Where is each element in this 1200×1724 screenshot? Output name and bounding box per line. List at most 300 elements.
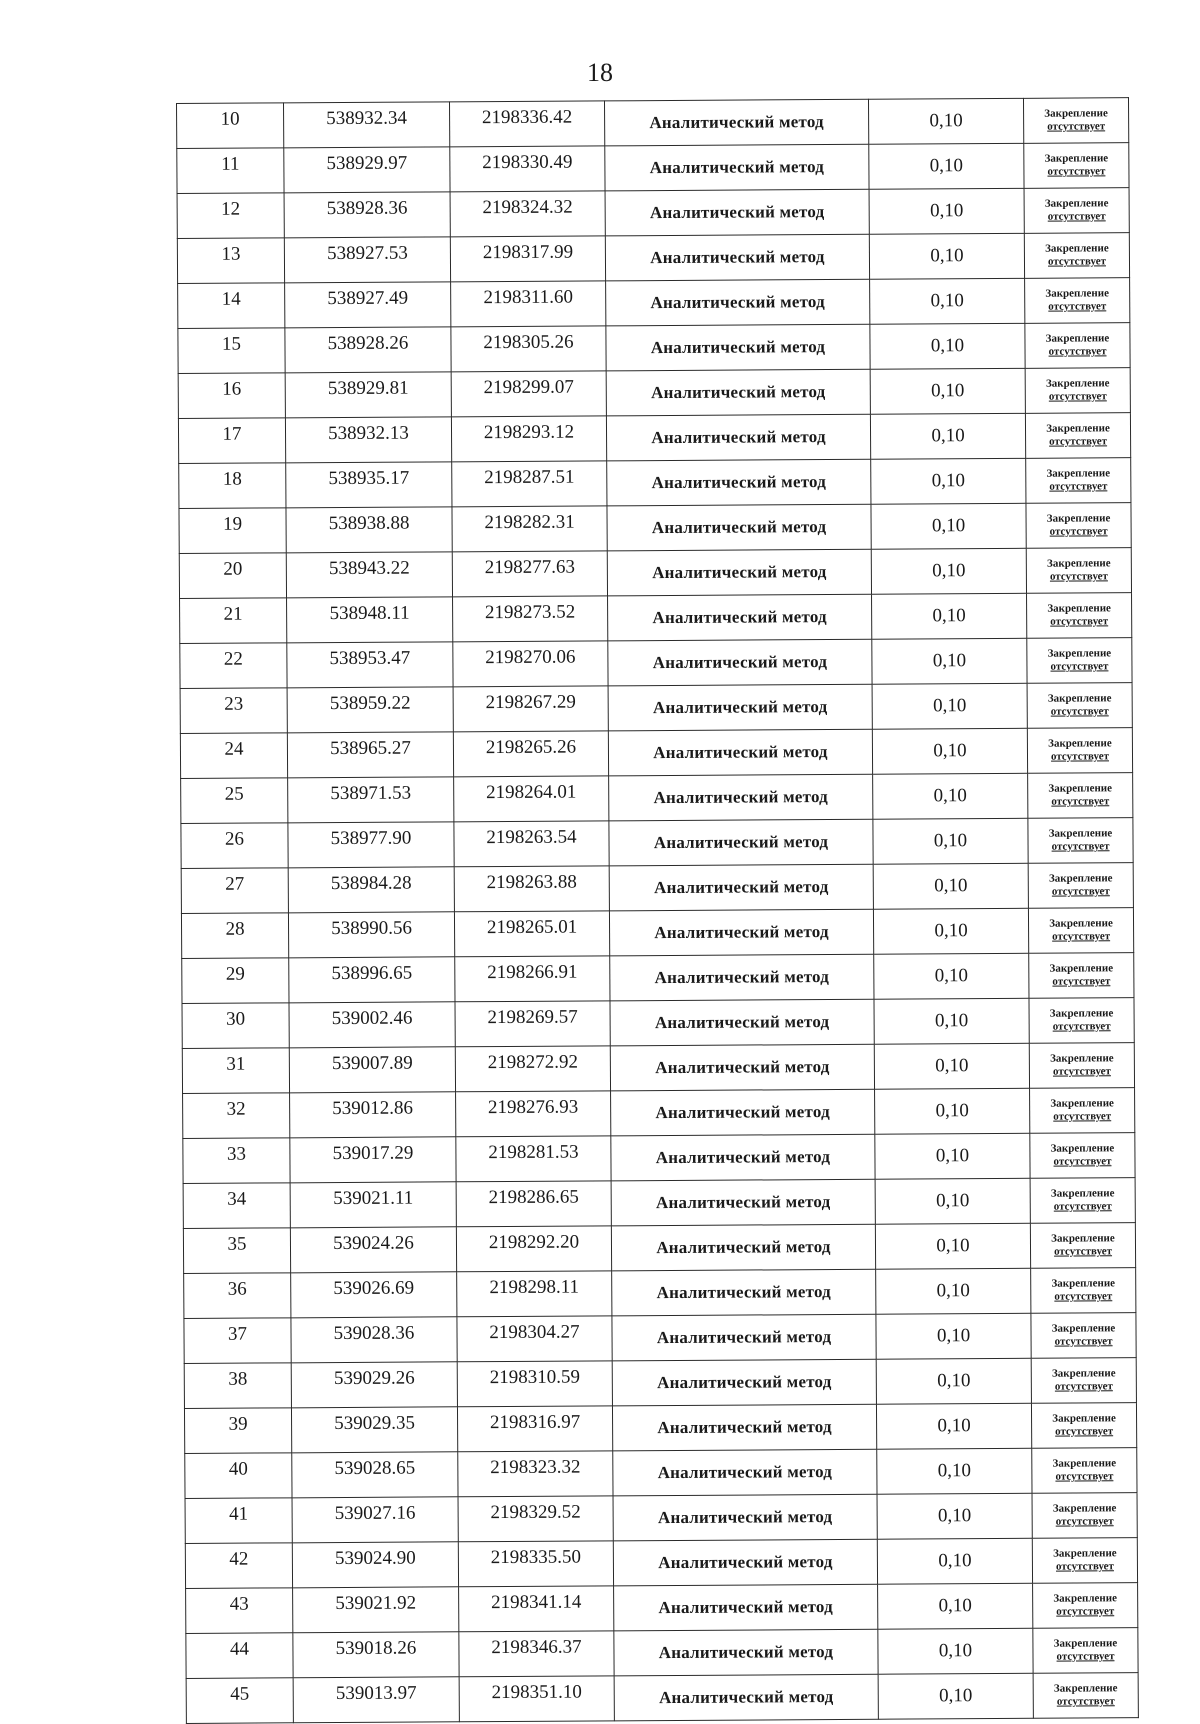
table-row: [186, 1628, 1138, 1679]
method-cell: Аналитический метод: [605, 189, 869, 236]
method-cell: Аналитический метод: [605, 144, 869, 191]
accuracy-cell: 0,10: [874, 998, 1029, 1044]
method-cell: Аналитический метод: [609, 909, 873, 956]
x-coordinate-cell: 538965.27: [287, 732, 453, 778]
fixing-description-line-2: отсутствует: [1052, 1065, 1111, 1078]
fixing-description-line-2: отсутствует: [1049, 570, 1108, 583]
x-coordinate-cell: 538927.49: [285, 282, 451, 328]
method-cell: Аналитический метод: [609, 774, 873, 821]
x-coordinate-cell: 538977.90: [288, 822, 454, 868]
fixing-description-cell: [1029, 1043, 1134, 1089]
fixing-description-line-2: отсутствует: [1050, 660, 1109, 673]
table-row: [183, 1088, 1135, 1139]
fixing-description-line-1: Закрепление: [1048, 737, 1112, 750]
fixing-description-line-2: отсутствует: [1049, 480, 1108, 493]
fixing-description-cell: [1029, 998, 1134, 1044]
x-coordinate-cell: 539026.69: [291, 1272, 457, 1318]
point-number-cell: 18: [179, 463, 286, 509]
method-cell: Аналитический метод: [609, 864, 873, 911]
fixing-description-cell: [1031, 1403, 1136, 1449]
x-coordinate-cell: 539024.26: [290, 1227, 456, 1273]
accuracy-cell: 0,10: [876, 1268, 1031, 1314]
fixing-description-line-2: отсутствует: [1056, 1605, 1115, 1618]
point-number-cell: 39: [184, 1408, 291, 1454]
method-cell: Аналитический метод: [610, 1044, 874, 1091]
table-row: [184, 1268, 1136, 1319]
method-cell: Аналитический метод: [612, 1404, 876, 1451]
y-coordinate-cell: 2198305.26: [451, 326, 606, 372]
fixing-description-line-1: Закрепление: [1051, 1277, 1116, 1290]
fixing-description-line-2: отсутствует: [1055, 1560, 1114, 1573]
y-coordinate-cell: 2198310.59: [457, 1361, 612, 1407]
fixing-description-line-1: Закрепление: [1051, 1367, 1116, 1380]
y-coordinate-cell: 2198281.53: [456, 1136, 611, 1182]
fixing-description-line-1: Закрепление: [1053, 1547, 1117, 1560]
fixing-description-cell: [1024, 188, 1129, 234]
x-coordinate-cell: 538948.11: [287, 597, 453, 643]
point-number-cell: 16: [178, 373, 285, 419]
fixing-description-line-2: отсутствует: [1056, 1650, 1115, 1663]
fixing-description-line-2: отсутствует: [1053, 1200, 1112, 1213]
fixing-description-line-2: отсутствует: [1047, 165, 1106, 178]
fixing-description-cell: [1031, 1268, 1136, 1314]
accuracy-cell: 0,10: [868, 98, 1023, 144]
fixing-description-cell: [1026, 503, 1131, 549]
accuracy-cell: 0,10: [875, 1133, 1030, 1179]
table-row: [181, 773, 1133, 824]
table-row: [177, 233, 1129, 284]
y-coordinate-cell: 2198272.92: [455, 1046, 610, 1092]
point-number-cell: 42: [185, 1543, 292, 1589]
x-coordinate-cell: 539029.26: [291, 1362, 457, 1408]
point-number-cell: 11: [177, 148, 284, 194]
x-coordinate-cell: 538928.26: [285, 327, 451, 373]
fixing-description-line-1: Закрепление: [1049, 917, 1113, 930]
y-coordinate-cell: 2198286.65: [456, 1181, 611, 1227]
x-coordinate-cell: 539013.97: [293, 1677, 459, 1723]
fixing-description-line-1: Закрепление: [1051, 1232, 1115, 1245]
point-number-cell: 36: [184, 1273, 291, 1319]
fixing-description-cell: [1030, 1178, 1135, 1224]
accuracy-cell: 0,10: [872, 593, 1027, 639]
table-row: [184, 1358, 1136, 1409]
table-row: [177, 188, 1129, 239]
fixing-description-line-1: Закрепление: [1052, 1502, 1117, 1515]
point-number-cell: 30: [182, 1003, 289, 1049]
method-cell: Аналитический метод: [606, 324, 870, 371]
point-number-cell: 34: [183, 1183, 290, 1229]
fixing-description-line-1: Закрепление: [1045, 242, 1109, 255]
y-coordinate-cell: 2198267.29: [453, 686, 608, 732]
y-coordinate-cell: 2198282.31: [452, 506, 607, 552]
method-cell: Аналитический метод: [604, 99, 868, 146]
point-number-cell: 27: [181, 868, 288, 914]
fixing-description-line-2: отсутствует: [1054, 1290, 1113, 1303]
fixing-description-line-2: отсутствует: [1047, 255, 1107, 268]
table-row: [186, 1583, 1138, 1634]
fixing-description-cell: [1028, 773, 1133, 819]
fixing-description-line-2: отсутствует: [1049, 435, 1108, 448]
fixing-description-line-1: Закрепление: [1049, 1007, 1114, 1020]
x-coordinate-cell: 538990.56: [288, 912, 454, 958]
method-cell: Аналитический метод: [611, 1134, 875, 1181]
point-number-cell: 28: [181, 913, 288, 959]
accuracy-cell: 0,10: [871, 458, 1026, 504]
point-number-cell: 17: [178, 418, 285, 464]
method-cell: Аналитический метод: [606, 369, 870, 416]
y-coordinate-cell: 2198269.57: [455, 1001, 610, 1047]
x-coordinate-cell: 538929.97: [284, 147, 450, 193]
fixing-description-line-1: Закрепление: [1047, 647, 1112, 660]
method-cell: Аналитический метод: [608, 729, 872, 776]
fixing-description-cell: [1025, 278, 1130, 324]
y-coordinate-cell: 2198351.10: [459, 1676, 614, 1722]
table-row: [180, 593, 1132, 644]
table-row: [179, 548, 1131, 599]
accuracy-cell: 0,10: [869, 188, 1024, 234]
fixing-description-cell: [1028, 818, 1133, 864]
fixing-description-line-1: Закрепление: [1052, 1457, 1117, 1470]
accuracy-cell: 0,10: [870, 368, 1025, 414]
method-cell: Аналитический метод: [612, 1359, 876, 1406]
fixing-description-line-2: отсутствует: [1055, 1425, 1114, 1438]
fixing-description-line-2: отсутствует: [1054, 1380, 1113, 1393]
fixing-description-cell: [1026, 458, 1131, 504]
point-number-cell: 31: [182, 1048, 289, 1094]
x-coordinate-cell: 538943.22: [286, 552, 452, 598]
fixing-description-line-2: отсутствует: [1048, 345, 1107, 358]
method-cell: Аналитический метод: [607, 504, 871, 551]
table-row: [180, 638, 1132, 689]
point-number-cell: 40: [185, 1453, 292, 1499]
y-coordinate-cell: 2198299.07: [451, 371, 606, 417]
fixing-description-line-1: Закрепление: [1046, 512, 1111, 525]
x-coordinate-cell: 539029.35: [291, 1407, 457, 1453]
y-coordinate-cell: 2198263.54: [454, 821, 609, 867]
y-coordinate-cell: 2198293.12: [451, 416, 606, 462]
fixing-description-line-1: Закрепление: [1044, 197, 1109, 210]
method-cell: Аналитический метод: [613, 1494, 877, 1541]
fixing-description-line-2: отсутствует: [1047, 210, 1106, 223]
fixing-description-cell: [1024, 233, 1129, 279]
point-number-cell: 10: [177, 103, 284, 149]
point-number-cell: 15: [178, 328, 285, 374]
x-coordinate-cell: 539021.92: [293, 1587, 459, 1633]
method-cell: Аналитический метод: [614, 1674, 878, 1721]
x-coordinate-cell: 539017.29: [290, 1137, 456, 1183]
x-coordinate-cell: 538932.34: [284, 102, 450, 148]
fixing-description-cell: [1030, 1133, 1135, 1179]
method-cell: Аналитический метод: [609, 819, 873, 866]
coordinates-table-body: [177, 98, 1139, 1724]
method-cell: Аналитический метод: [607, 549, 871, 596]
fixing-description-cell: [1031, 1358, 1136, 1404]
accuracy-cell: 0,10: [877, 1493, 1032, 1539]
y-coordinate-cell: 2198266.91: [455, 956, 610, 1002]
y-coordinate-cell: 2198329.52: [458, 1496, 613, 1542]
point-number-cell: 32: [183, 1093, 290, 1139]
y-coordinate-cell: 2198346.37: [459, 1631, 614, 1677]
accuracy-cell: 0,10: [871, 548, 1026, 594]
fixing-description-line-2: отсутствует: [1052, 930, 1111, 943]
accuracy-cell: 0,10: [878, 1628, 1033, 1674]
fixing-description-line-2: отсутствует: [1048, 390, 1107, 403]
y-coordinate-cell: 2198336.42: [449, 101, 604, 147]
method-cell: Аналитический метод: [612, 1269, 876, 1316]
accuracy-cell: 0,10: [873, 863, 1028, 909]
accuracy-cell: 0,10: [875, 1178, 1030, 1224]
x-coordinate-cell: 538929.81: [285, 372, 451, 418]
fixing-description-line-1: Закрепление: [1051, 1322, 1116, 1335]
fixing-description-line-2: отсутствует: [1052, 1020, 1111, 1033]
fixing-description-line-2: отсутствует: [1051, 840, 1110, 853]
fixing-description-line-1: Закрепление: [1048, 872, 1113, 885]
x-coordinate-cell: 539002.46: [289, 1002, 455, 1048]
x-coordinate-cell: 538932.13: [285, 417, 451, 463]
fixing-description-cell: [1025, 413, 1130, 459]
accuracy-cell: 0,10: [877, 1538, 1032, 1584]
fixing-description-line-2: отсутствует: [1055, 1470, 1114, 1483]
accuracy-cell: 0,10: [873, 818, 1028, 864]
accuracy-cell: 0,10: [873, 908, 1028, 954]
fixing-description-cell: [1033, 1673, 1138, 1719]
y-coordinate-cell: 2198304.27: [457, 1316, 612, 1362]
accuracy-cell: 0,10: [870, 278, 1025, 324]
accuracy-cell: 0,10: [874, 953, 1029, 999]
fixing-description-cell: [1027, 683, 1132, 729]
fixing-description-line-1: Закрепление: [1046, 467, 1111, 480]
accuracy-cell: 0,10: [871, 503, 1026, 549]
point-number-cell: 12: [177, 193, 284, 239]
method-cell: Аналитический метод: [610, 999, 874, 1046]
table-row: [179, 458, 1131, 509]
fixing-description-cell: [1027, 593, 1132, 639]
fixing-description-line-2: отсутствует: [1056, 1695, 1115, 1708]
y-coordinate-cell: 2198335.50: [458, 1541, 613, 1587]
fixing-description-cell: [1028, 863, 1133, 909]
accuracy-cell: 0,10: [878, 1583, 1033, 1629]
fixing-description-line-2: отсутствует: [1054, 1245, 1113, 1258]
point-number-cell: 25: [181, 778, 288, 824]
x-coordinate-cell: 539027.16: [292, 1497, 458, 1543]
method-cell: Аналитический метод: [613, 1449, 877, 1496]
point-number-cell: 41: [185, 1498, 292, 1544]
point-number-cell: 20: [179, 553, 286, 599]
fixing-description-line-2: отсутствует: [1048, 300, 1107, 313]
accuracy-cell: 0,10: [877, 1448, 1032, 1494]
fixing-description-line-2: отсутствует: [1050, 705, 1109, 718]
point-number-cell: 45: [186, 1678, 293, 1724]
point-number-cell: 26: [181, 823, 288, 869]
fixing-description-line-2: отсутствует: [1054, 1335, 1113, 1348]
fixing-description-line-1: Закрепление: [1050, 1142, 1115, 1155]
point-number-cell: 35: [183, 1228, 290, 1274]
x-coordinate-cell: 539018.26: [293, 1632, 459, 1678]
fixing-description-line-2: отсутствует: [1050, 615, 1109, 628]
accuracy-cell: 0,10: [869, 233, 1024, 279]
x-coordinate-cell: 538984.28: [288, 867, 454, 913]
fixing-description-line-1: Закрепление: [1047, 602, 1111, 615]
accuracy-cell: 0,10: [872, 638, 1027, 684]
y-coordinate-cell: 2198317.99: [450, 236, 605, 282]
fixing-description-line-1: Закрепление: [1046, 422, 1110, 435]
method-cell: Аналитический метод: [608, 594, 872, 641]
fixing-description-line-2: отсутствует: [1055, 1515, 1114, 1528]
fixing-description-cell: [1033, 1628, 1138, 1674]
table-row: [185, 1493, 1137, 1544]
table-row: [186, 1673, 1138, 1724]
fixing-description-cell: [1031, 1313, 1136, 1359]
x-coordinate-cell: 538959.22: [287, 687, 453, 733]
page-number: 18: [587, 58, 613, 87]
fixing-description-cell: [1024, 143, 1129, 189]
x-coordinate-cell: 538996.65: [289, 957, 455, 1003]
fixing-description-line-1: Закрепление: [1048, 782, 1113, 795]
table-row: [182, 998, 1134, 1049]
accuracy-cell: 0,10: [874, 1043, 1029, 1089]
method-cell: Аналитический метод: [611, 1179, 875, 1226]
table-row: [183, 1133, 1135, 1184]
y-coordinate-cell: 2198298.11: [457, 1271, 612, 1317]
point-number-cell: 43: [186, 1588, 293, 1634]
x-coordinate-cell: 538938.88: [286, 507, 452, 553]
x-coordinate-cell: 538953.47: [287, 642, 453, 688]
fixing-description-line-2: отсутствует: [1051, 795, 1110, 808]
point-number-cell: 44: [186, 1633, 293, 1679]
fixing-description-line-1: Закрепление: [1045, 377, 1110, 390]
accuracy-cell: 0,10: [869, 143, 1024, 189]
fixing-description-line-2: отсутствует: [1053, 1110, 1112, 1123]
x-coordinate-cell: 538971.53: [288, 777, 454, 823]
accuracy-cell: 0,10: [872, 683, 1027, 729]
fixing-description-line-2: отсутствует: [1051, 885, 1110, 898]
fixing-description-line-2: отсутствует: [1049, 525, 1108, 538]
fixing-description-line-1: Закрепление: [1047, 692, 1112, 705]
table-row: [181, 908, 1133, 959]
table-row: [185, 1538, 1137, 1589]
x-coordinate-cell: 539028.65: [292, 1452, 458, 1498]
fixing-description-line-1: Закрепление: [1050, 1187, 1115, 1200]
fixing-description-cell: [1023, 98, 1128, 144]
method-cell: Аналитический метод: [611, 1224, 875, 1271]
y-coordinate-cell: 2198292.20: [456, 1226, 611, 1272]
table-row: [177, 98, 1129, 149]
fixing-description-cell: [1027, 728, 1132, 774]
fixing-description-cell: [1030, 1088, 1135, 1134]
fixing-description-line-1: Закрепление: [1045, 287, 1110, 300]
point-number-cell: 24: [180, 733, 287, 779]
accuracy-cell: 0,10: [873, 773, 1028, 819]
table-row: [178, 368, 1130, 419]
y-coordinate-cell: 2198277.63: [452, 551, 607, 597]
method-cell: Аналитический метод: [607, 459, 871, 506]
point-number-cell: 21: [180, 598, 287, 644]
table-row: [178, 278, 1130, 329]
point-number-cell: 29: [182, 958, 289, 1004]
method-cell: Аналитический метод: [613, 1539, 877, 1586]
fixing-description-line-1: Закрепление: [1050, 1097, 1114, 1110]
y-coordinate-cell: 2198287.51: [452, 461, 607, 507]
y-coordinate-cell: 2198264.01: [454, 776, 609, 822]
fixing-description-cell: [1027, 638, 1132, 684]
table-row: [184, 1313, 1136, 1364]
fixing-description-cell: [1025, 323, 1130, 369]
table-row: [182, 953, 1134, 1004]
table-row: [181, 818, 1133, 869]
accuracy-cell: 0,10: [876, 1358, 1031, 1404]
x-coordinate-cell: 539007.89: [289, 1047, 455, 1093]
fixing-description-cell: [1029, 953, 1134, 999]
fixing-description-line-1: Закрепление: [1044, 107, 1108, 120]
fixing-description-cell: [1033, 1583, 1138, 1629]
y-coordinate-cell: 2198273.52: [453, 596, 608, 642]
fixing-description-line-1: Закрепление: [1046, 557, 1111, 570]
y-coordinate-cell: 2198323.32: [458, 1451, 613, 1497]
fixing-description-line-2: отсутствует: [1052, 975, 1111, 988]
method-cell: Аналитический метод: [614, 1629, 878, 1676]
fixing-description-line-2: отсутствует: [1050, 750, 1110, 763]
fixing-description-line-1: Закрепление: [1053, 1682, 1118, 1695]
x-coordinate-cell: 539012.86: [290, 1092, 456, 1138]
coordinates-table: [176, 97, 1139, 1724]
table-row: [178, 323, 1130, 374]
x-coordinate-cell: 539024.90: [292, 1542, 458, 1588]
table-row: [181, 863, 1133, 914]
y-coordinate-cell: 2198265.26: [453, 731, 608, 777]
y-coordinate-cell: 2198330.49: [450, 146, 605, 192]
fixing-description-cell: [1025, 368, 1130, 414]
fixing-description-line-1: Закрепление: [1045, 332, 1110, 345]
point-number-cell: 19: [179, 508, 286, 554]
point-number-cell: 22: [180, 643, 287, 689]
accuracy-cell: 0,10: [878, 1673, 1033, 1719]
table-row: [182, 1043, 1134, 1094]
method-cell: Аналитический метод: [606, 414, 870, 461]
method-cell: Аналитический метод: [612, 1314, 876, 1361]
table-row: [180, 728, 1132, 779]
table-row: [183, 1223, 1135, 1274]
method-cell: Аналитический метод: [608, 639, 872, 686]
method-cell: Аналитический метод: [605, 234, 869, 281]
fixing-description-line-1: Закрепление: [1044, 152, 1109, 165]
y-coordinate-cell: 2198311.60: [451, 281, 606, 327]
accuracy-cell: 0,10: [875, 1223, 1030, 1269]
table-row: [178, 413, 1130, 464]
method-cell: Аналитический метод: [608, 684, 872, 731]
accuracy-cell: 0,10: [870, 413, 1025, 459]
x-coordinate-cell: 538935.17: [286, 462, 452, 508]
table-row: [179, 503, 1131, 554]
table-row: [177, 143, 1129, 194]
x-coordinate-cell: 538928.36: [284, 192, 450, 238]
point-number-cell: 23: [180, 688, 287, 734]
point-number-cell: 33: [183, 1138, 290, 1184]
fixing-description-line-1: Закрепление: [1049, 962, 1114, 975]
table-row: [184, 1403, 1136, 1454]
y-coordinate-cell: 2198263.88: [454, 866, 609, 912]
fixing-description-line-2: отсутствует: [1053, 1155, 1112, 1168]
point-number-cell: 37: [184, 1318, 291, 1364]
x-coordinate-cell: 539028.36: [291, 1317, 457, 1363]
y-coordinate-cell: 2198270.06: [453, 641, 608, 687]
fixing-description-cell: [1030, 1223, 1135, 1269]
accuracy-cell: 0,10: [872, 728, 1027, 774]
y-coordinate-cell: 2198265.01: [454, 911, 609, 957]
fixing-description-line-1: Закрепление: [1053, 1637, 1118, 1650]
table-row: [180, 683, 1132, 734]
fixing-description-cell: [1032, 1448, 1137, 1494]
x-coordinate-cell: 538927.53: [284, 237, 450, 283]
